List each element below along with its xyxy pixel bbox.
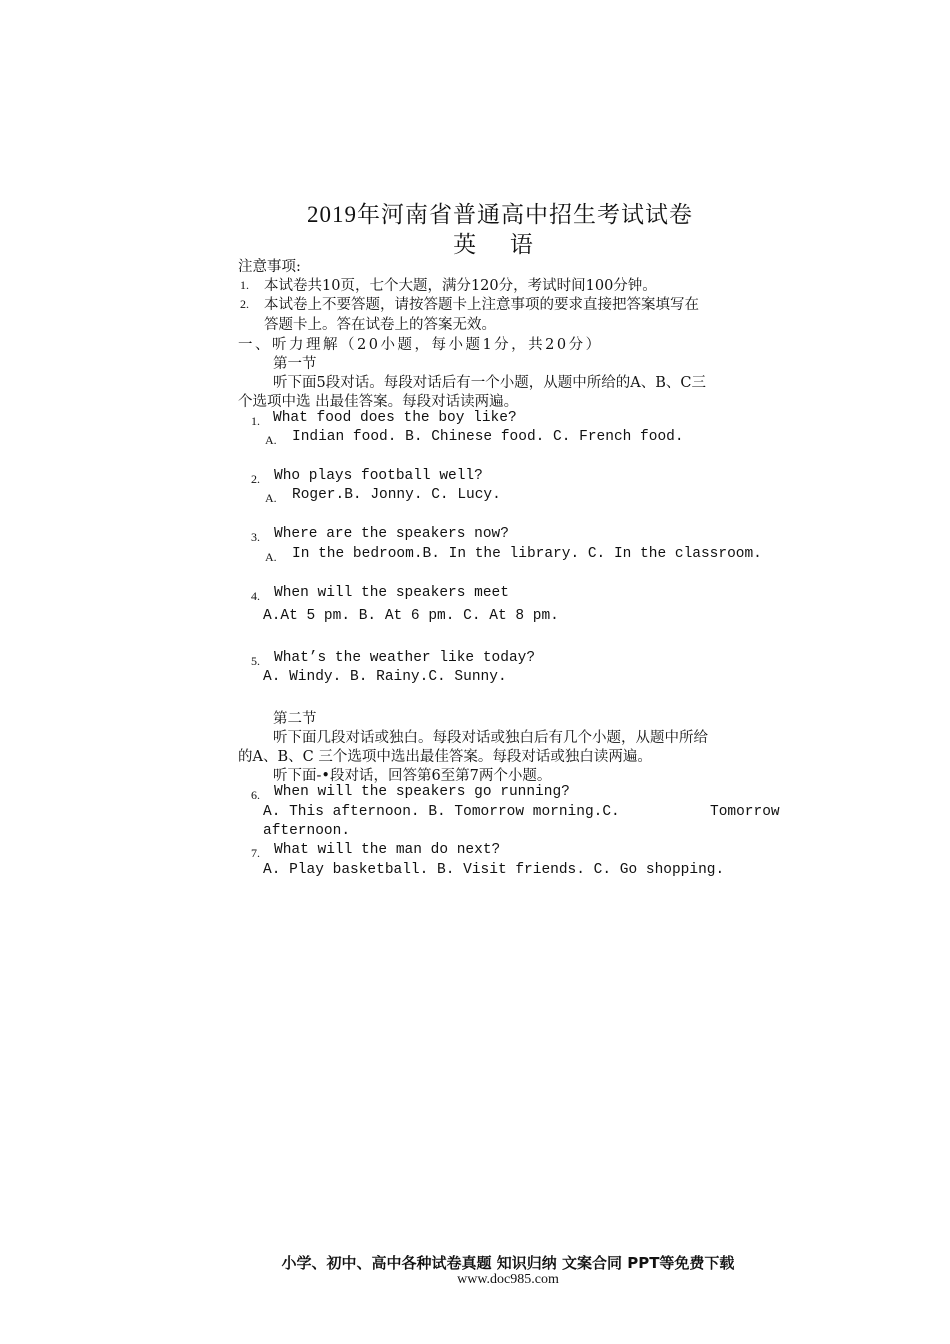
section-heading: 一、听力理解（20小题，每小题1分，共20分） xyxy=(238,337,603,353)
option-label: A. xyxy=(265,433,277,447)
question-text: What food does the boy like? xyxy=(273,410,517,426)
part-instruction: 的A、B、C 三个选项中选出最佳答案。每段对话或独白读两遍。 xyxy=(238,749,652,765)
question-number: 4. xyxy=(251,589,260,603)
question-options: Indian food. B. Chinese food. C. French food. xyxy=(292,429,684,445)
footer-promo: 小学、初中、高中各种试卷真题 知识归纳 文案合同 PPT等免费下载 xyxy=(281,1254,735,1272)
notice-heading: 注意事项: xyxy=(238,259,301,275)
question-text: What’s the weather like today? xyxy=(274,650,536,666)
part-label: 第一节 xyxy=(273,356,317,372)
part-instruction: 听下面几段对话或独白。每段对话或独白后有几个小题，从题中所给 xyxy=(273,730,708,746)
exam-title: 2019年河南省普通高中招生考试试卷 xyxy=(307,202,693,227)
question-number: 5. xyxy=(251,654,260,668)
question-text: When will the speakers go running? xyxy=(274,784,570,800)
question-options: A. Play basketball. B. Visit friends. C. Go shopping. xyxy=(263,862,725,878)
part-instruction: 听下面5段对话。每段对话后有一个小题，从题中所给的A、B、C三 xyxy=(273,375,706,391)
question-text: When will the speakers meet xyxy=(274,585,509,601)
part-instruction: 个选项中选 出最佳答案。每段对话读两遍。 xyxy=(238,394,519,410)
question-options: afternoon. xyxy=(263,823,351,839)
question-number: 3. xyxy=(251,530,260,544)
part-label: 第二节 xyxy=(273,711,317,727)
notice-item-number: 2. xyxy=(240,297,249,311)
question-text: What will the man do next? xyxy=(274,842,501,858)
question-options: In the bedroom.B. In the library. C. In the classroom. xyxy=(292,546,762,562)
question-number: 7. xyxy=(251,846,260,860)
question-number: 6. xyxy=(251,788,260,802)
question-options: A.At 5 pm. B. At 6 pm. C. At 8 pm. xyxy=(263,608,559,624)
question-number: 1. xyxy=(251,414,260,428)
question-text: Where are the speakers now? xyxy=(274,526,509,542)
option-label: A. xyxy=(265,550,277,564)
part-instruction: 听下面-•段对话，回答第6至第7两个小题。 xyxy=(273,768,552,784)
question-options: A. This afternoon. B. Tomorrow morning.C. xyxy=(263,804,620,820)
exam-subject: 英 语 xyxy=(453,232,547,257)
notice-item-number: 1. xyxy=(240,278,249,292)
notice-item-continued: 答题卡上。答在试卷上的答案无效。 xyxy=(264,317,496,333)
question-options: A. Windy. B. Rainy.C. Sunny. xyxy=(263,669,507,685)
question-options: Roger.B. Jonny. C. Lucy. xyxy=(292,487,501,503)
question-text: Who plays football well? xyxy=(274,468,483,484)
footer-url[interactable]: www.doc985.com xyxy=(457,1272,559,1287)
notice-item: 本试卷共10页，七个大题，满分120分，考试时间100分钟。 xyxy=(264,278,657,294)
notice-item: 本试卷上不要答题，请按答题卡上注意事项的要求直接把答案填写在 xyxy=(264,297,699,313)
question-number: 2. xyxy=(251,472,260,486)
question-options: Tomorrow xyxy=(710,804,780,820)
option-label: A. xyxy=(265,491,277,505)
